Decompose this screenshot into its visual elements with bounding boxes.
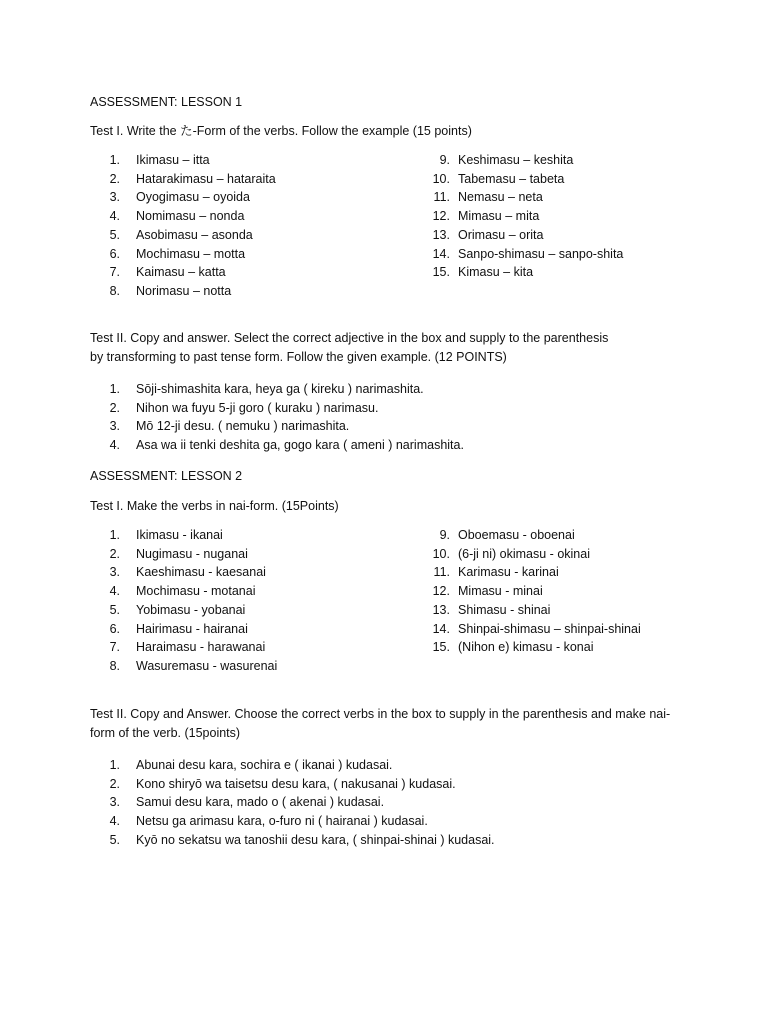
list-item: 5. Asobimasu – asonda: [109, 227, 253, 242]
lesson1-test2-items: [90, 380, 708, 455]
list-item: 1. Ikimasu – itta: [109, 153, 210, 167]
list-item: 6. Hairimasu - hairanai: [109, 621, 248, 636]
lesson1-test1-column-right: [428, 151, 688, 301]
list-item: 11. Nemasu – neta: [433, 190, 543, 205]
list-item: 3. Mō 12-ji desu. ( nemuku ) narimashita.: [109, 419, 350, 434]
list-item: 3. Oyogimasu – oyoida: [109, 190, 250, 205]
list-item: 2. Hatarakimasu – hataraita: [109, 171, 276, 186]
list-item: 13. Shimasu - shinai: [432, 602, 551, 617]
lesson2-test1-list: [90, 526, 708, 676]
lesson2-section: [90, 467, 708, 486]
lesson2-test1-column-left: [90, 526, 428, 676]
lesson2-test2-instruction-line1: Test II. Copy and Answer. Choose the correct verbs in the box to supply in the parenthesis and make nai-: [90, 707, 671, 721]
list-item: 13. Orimasu – orita: [432, 227, 544, 242]
list-item: 1. Abunai desu kara, sochira e ( ikanai ) kudasai.: [109, 758, 393, 772]
list-item: 1. Sōji-shimashita kara, heya ga ( kireku ) narimashita.: [109, 382, 424, 396]
lesson1-test1: [90, 122, 708, 141]
lesson2-test2-items: [90, 756, 708, 850]
list-item: 8. Norimasu – notta: [109, 283, 232, 298]
lesson2-test2-list: [90, 756, 708, 850]
lesson1-test2-list: [90, 380, 708, 455]
list-item: 7. Kaimasu – katta: [109, 265, 226, 280]
lesson2-title: ASSESSMENT: LESSON 2: [90, 469, 243, 483]
list-item: 15. Kimasu – kita: [432, 265, 534, 280]
lesson2-test1-column-right: [428, 526, 688, 676]
lesson1-test1-instruction: Test I. Write the た-Form of the verbs. Follow the example (15 points): [90, 124, 472, 138]
list-item: 15. (Nihon e) kimasu - konai: [432, 640, 594, 655]
list-item: 5. Yobimasu - yobanai: [109, 602, 246, 617]
list-item: 12. Mimasu - minai: [432, 584, 543, 599]
lesson1-section: [90, 93, 708, 112]
list-item: 12. Mimasu – mita: [432, 209, 540, 224]
list-item: 4. Asa wa ii tenki deshita ga, gogo kara ( ameni ) narimashita.: [109, 438, 464, 453]
lesson2-test2-instruction-line2: form of the verb. (15points): [90, 725, 241, 740]
lesson1-test1-list: [90, 151, 708, 301]
list-item: 4. Nomimasu – nonda: [109, 209, 245, 224]
lesson2-test1-instruction: Test I. Make the verbs in nai-form. (15Points): [90, 499, 339, 513]
lesson1-test2-instruction-line1: Test II. Copy and answer. Select the correct adjective in the box and supply to the parenthesis: [90, 331, 609, 345]
list-item: 6. Mochimasu – motta: [109, 246, 246, 261]
lesson2-test2: [90, 705, 708, 742]
list-item: 7. Haraimasu - harawanai: [109, 640, 266, 655]
lesson1-test1-column-left: [90, 151, 428, 301]
list-item: 8. Wasuremasu - wasurenai: [109, 658, 278, 673]
list-item: 9. Keshimasu – keshita: [439, 153, 574, 167]
list-item: 2. Nugimasu - nuganai: [109, 546, 248, 561]
lesson1-title: ASSESSMENT: LESSON 1: [90, 95, 243, 109]
lesson2-test1: [90, 497, 708, 516]
list-item: 3. Kaeshimasu - kaesanai: [109, 565, 266, 580]
list-item: 2. Nihon wa fuyu 5-ji goro ( kuraku ) narimasu.: [109, 400, 379, 415]
list-item: 2. Kono shiryō wa taisetsu desu kara, ( nakusanai ) kudasai.: [109, 776, 456, 791]
list-item: 9. Oboemasu - oboenai: [439, 528, 575, 542]
list-item: 1. Ikimasu - ikanai: [109, 528, 223, 542]
list-item: 10. Tabemasu – tabeta: [432, 171, 565, 186]
list-item: 10. (6-ji ni) okimasu - okinai: [432, 546, 590, 561]
list-item: 14. Shinpai-shimasu – shinpai-shinai: [432, 621, 641, 636]
list-item: 14. Sanpo-shimasu – sanpo-shita: [432, 246, 624, 261]
list-item: 4. Mochimasu - motanai: [109, 584, 256, 599]
list-item: 5. Kyō no sekatsu wa tanoshii desu kara, ( shinpai-shinai ) kudasai.: [109, 832, 495, 847]
list-item: 4. Netsu ga arimasu kara, o-furo ni ( hairanai ) kudasai.: [109, 814, 428, 829]
list-item: 11. Karimasu - karinai: [433, 565, 559, 580]
lesson1-test2: [90, 329, 708, 366]
lesson1-test2-instruction-line2: by transforming to past tense form. Follow the given example. (12 POINTS): [90, 349, 507, 364]
list-item: 3. Samui desu kara, mado o ( akenai ) kudasai.: [109, 795, 385, 810]
